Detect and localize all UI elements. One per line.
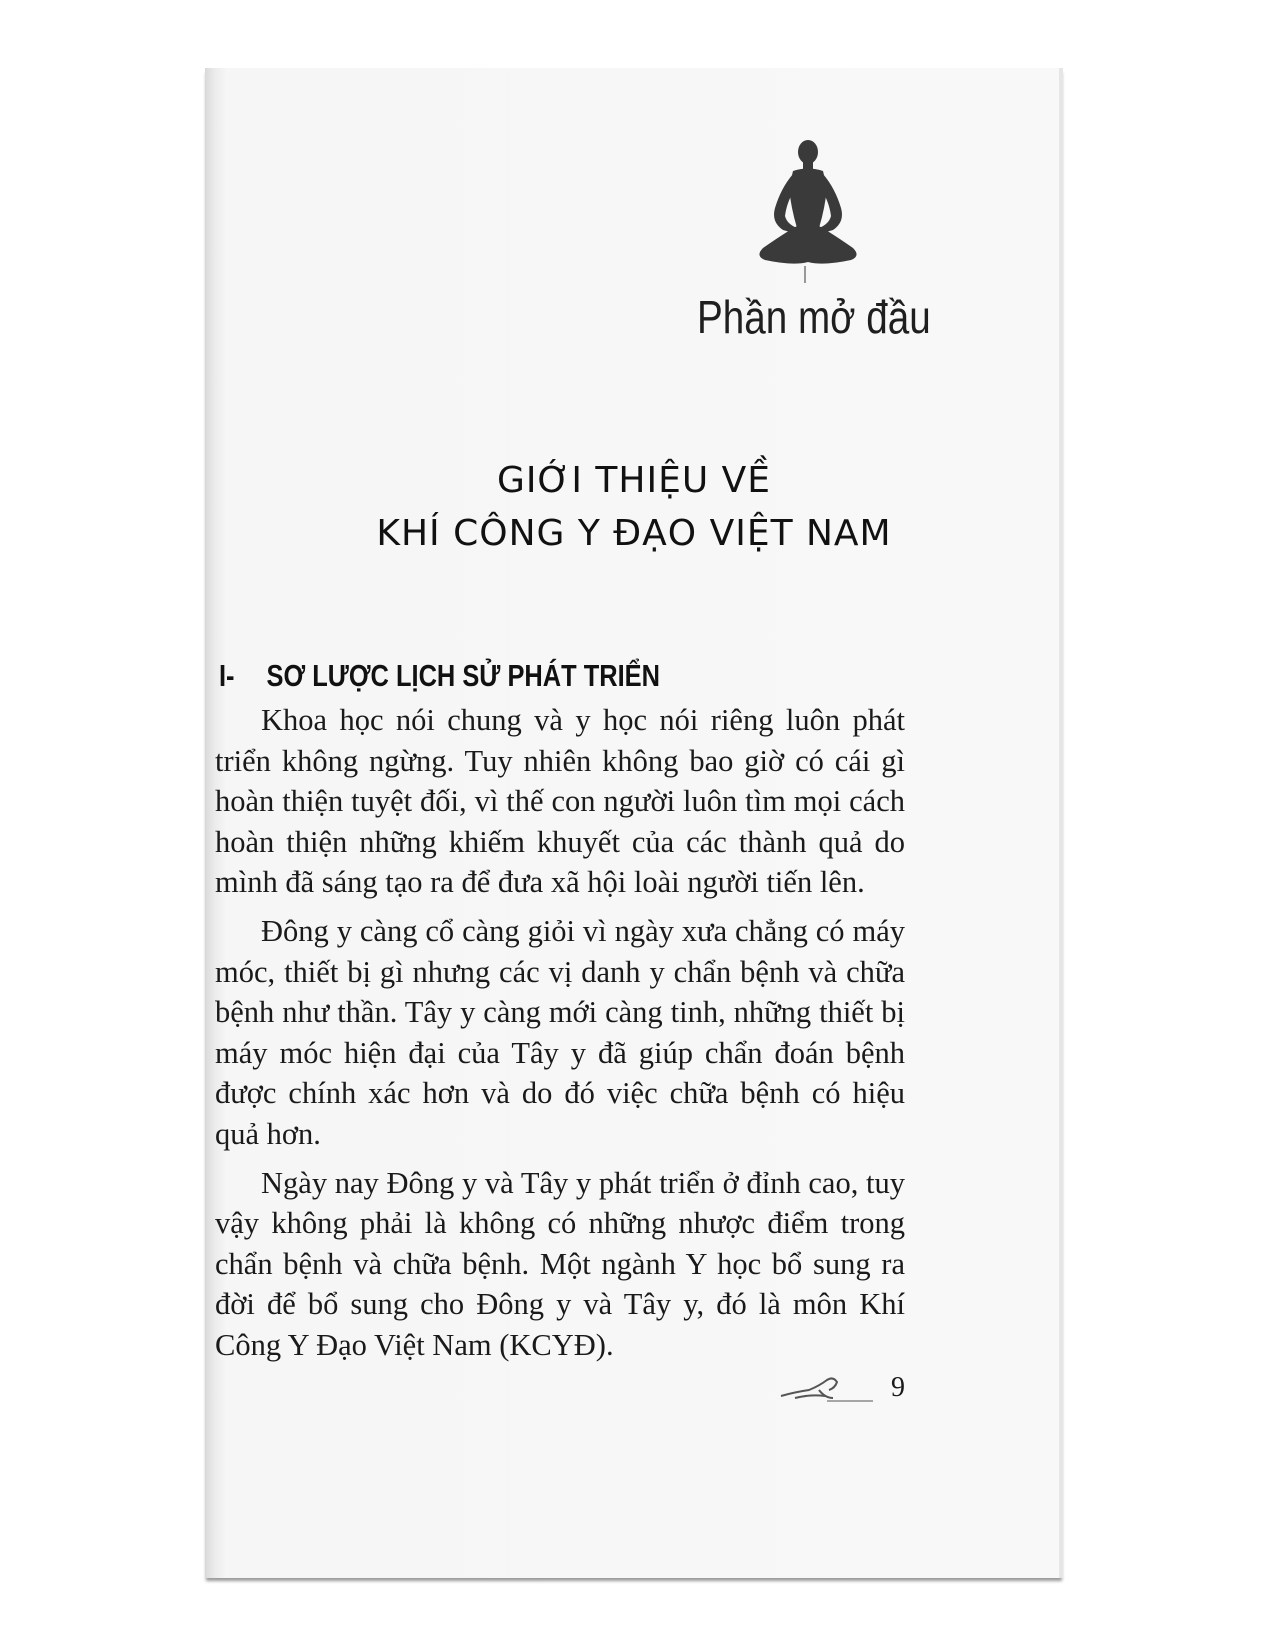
paragraph: Đông y càng cổ càng giỏi vì ngày xưa chẳng có máy móc, thiết bị gì nhưng các vị danh y chẩn bệnh và chữa bệnh như thần. Tây y càng mới càng tinh, những thiết bị máy móc hiện đại của Tây y đã giúp chẩn đoán bệnh được chính xác hơn và do đó việc chữa bệnh có hiệu quả hơn. — [215, 913, 905, 1151]
page-number: 9 — [891, 1372, 905, 1403]
book-page — [205, 68, 1063, 1578]
part-title: Phần mở đầu — [697, 291, 931, 343]
section-number: I- — [219, 658, 235, 693]
section-title — [219, 658, 660, 694]
chapter-heading-line-1: GIỚI THIỆU VỀ — [496, 460, 772, 501]
paragraph: Khoa học nói chung và y học nói riêng luôn phát triển không ngừng. Tuy nhiên không bao giờ có cái gì hoàn thiện tuyệt đối, vì thế con người luôn tìm mọi cách hoàn thiện những khiếm khuyết của các thành quả do mình đã sáng tạo ra để đưa xã hội loài người tiến lên. — [215, 703, 905, 900]
meditation-figure-icon — [753, 138, 863, 283]
section-title-text: SƠ LƯỢC LỊCH SỬ PHÁT TRIỂN — [266, 658, 660, 693]
body-text — [215, 700, 905, 1374]
paragraph: Ngày nay Đông y và Tây y phát triển ở đỉnh cao, tuy vậy không phải là không có những nhược điểm trong chẩn bệnh và chữa bệnh. Một ngành Y học bổ sung ra đời để bổ sung cho Đông y và Tây y, đó là môn Khí Công Y Đạo Việt Nam (KCYĐ). — [215, 1165, 905, 1362]
chapter-heading-line-2: KHÍ CÔNG Y ĐẠO VIỆT NAM — [376, 513, 892, 554]
